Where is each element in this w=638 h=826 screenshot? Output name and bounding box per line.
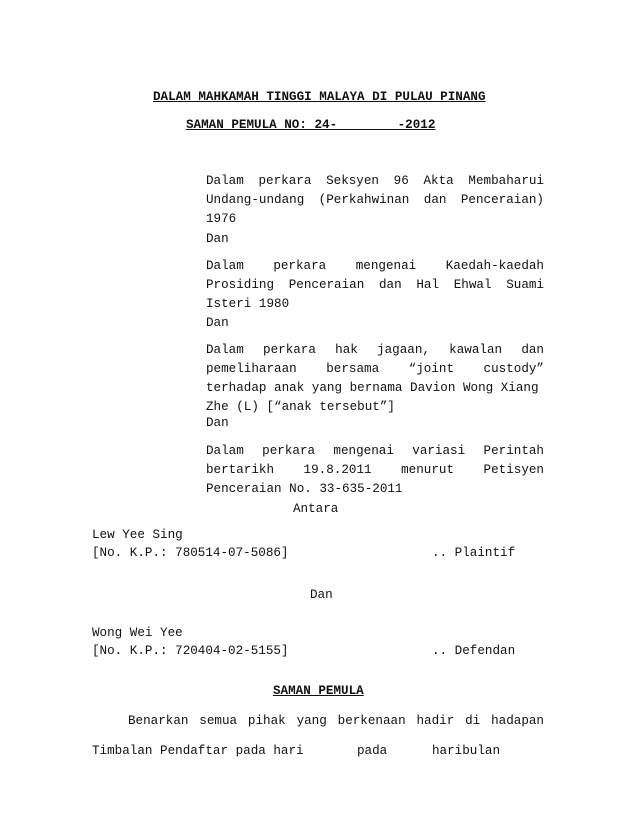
connector-dan-2: Dan	[206, 316, 229, 330]
defendant-ic: [No. K.P.: 720404-02-5155]	[92, 644, 289, 658]
connector-dan-3: Dan	[206, 416, 229, 430]
body-line-2-part-2: pada	[357, 744, 388, 758]
matter-paragraph-3: Dalam perkara hak jagaan, kawalan dan pemeliharaan bersama “joint custody” terhadap anak yang bernama Davion Wong Xiang Zhe (L) [“anak tersebut”]	[206, 343, 544, 414]
plaintiff-role: .. Plaintif	[432, 546, 516, 560]
matter-paragraph-1: Dalam perkara Seksyen 96 Akta Membaharui Undang-undang (Perkahwinan dan Penceraian) 1976	[206, 174, 544, 226]
body-line-2	[92, 744, 304, 758]
body-line-1: Benarkan semua pihak yang berkenaan hadir di hadapan	[128, 714, 544, 728]
body-line-2-part-1: Timbalan Pendaftar pada hari	[92, 744, 304, 758]
section-title: SAMAN PEMULA	[273, 684, 364, 698]
connector-dan-1: Dan	[206, 232, 229, 246]
plaintiff-ic: [No. K.P.: 780514-07-5086]	[92, 546, 289, 560]
summons-number: SAMAN PEMULA NO: 24-________-2012	[186, 118, 436, 132]
matter-paragraph-4: Dalam perkara mengenai variasi Perintah bertarikh 19.8.2011 menurut Petisyen Penceraian No. 33-635-2011	[206, 444, 544, 496]
court-title: DALAM MAHKAMAH TINGGI MALAYA DI PULAU PINANG	[153, 90, 486, 104]
defendant-role: .. Defendan	[432, 644, 516, 658]
matter-paragraph-2: Dalam perkara mengenai Kaedah-kaedah Prosiding Penceraian dan Hal Ehwal Suami Isteri 1980	[206, 259, 544, 311]
defendant-name: Wong Wei Yee	[92, 626, 183, 640]
body-line-2-part-3: haribulan	[432, 744, 501, 758]
and-label: Dan	[310, 588, 333, 602]
plaintiff-name: Lew Yee Sing	[92, 528, 183, 542]
between-label: Antara	[293, 502, 339, 516]
